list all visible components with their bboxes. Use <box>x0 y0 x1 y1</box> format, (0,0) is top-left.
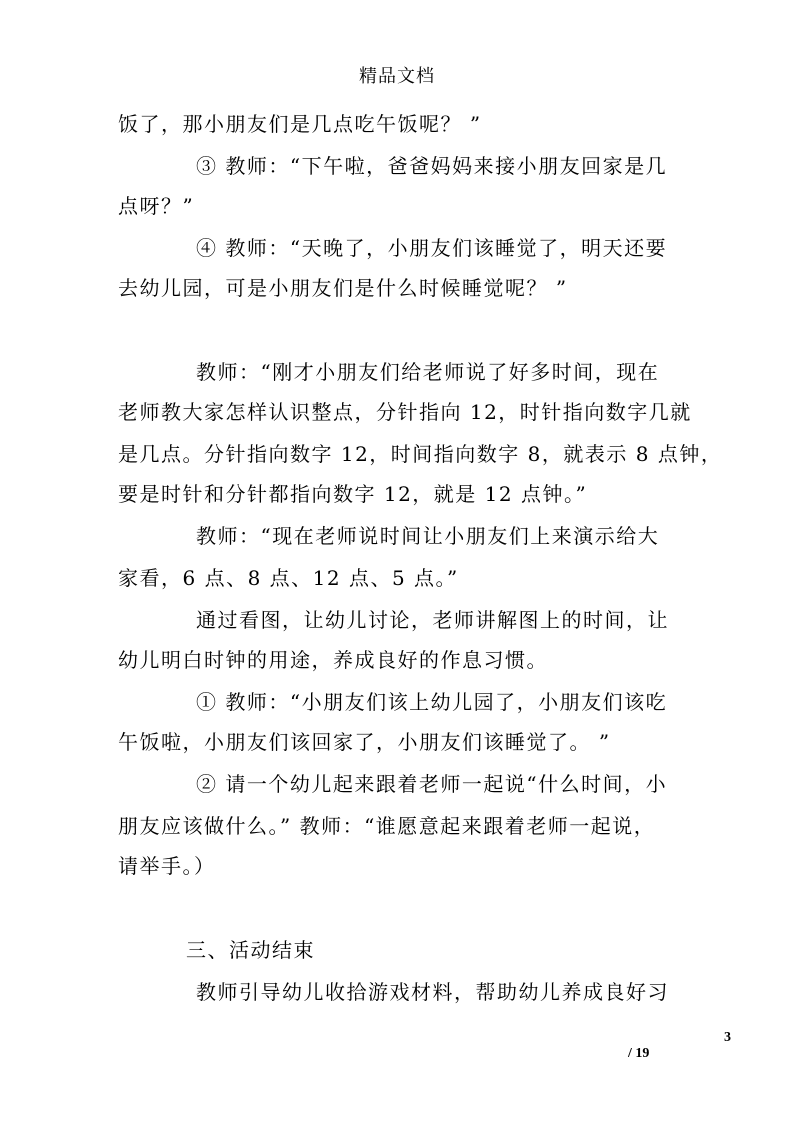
page-total: / 19 <box>628 1046 650 1061</box>
paragraph-line: 教师：“刚才小朋友们给老师说了好多时间，现在 <box>196 360 660 384</box>
paragraph-line: 朋友应该做什么。” 教师：“谁愿意起来跟着老师一起说， <box>118 814 656 838</box>
paragraph-line: 饭了，那小朋友们是几点吃午饭呢？ ” <box>118 112 482 136</box>
paragraph-line: 教师引导幼儿收拾游戏材料，帮助幼儿养成良好习 <box>196 980 669 1004</box>
section-heading: 三、活动结束 <box>186 938 315 962</box>
page-header-title: 精品文档 <box>359 66 435 87</box>
paragraph-line: ③ 教师：“下午啦，爸爸妈妈来接小朋友回家是几 <box>196 154 668 178</box>
paragraph-line: 要是时针和分针都指向数字 12，就是 12 点钟。” <box>118 482 588 506</box>
paragraph-line: ① 教师：“小朋友们该上幼儿园了，小朋友们该吃 <box>196 690 668 714</box>
paragraph-line: 幼儿明白时钟的用途，养成良好的作息习惯。 <box>118 648 548 672</box>
paragraph-line: 点呀？” <box>118 194 195 218</box>
paragraph-line: 家看，6 点、8 点、12 点、5 点。” <box>118 566 459 590</box>
paragraph-line: 是几点。分针指向数字 12，时间指向数字 8，就表示 8 点钟， <box>118 442 723 466</box>
paragraph-line: 去幼儿园，可是小朋友们是什么时候睡觉呢？ ” <box>118 276 568 300</box>
paragraph-line: ④ 教师：“天晚了，小朋友们该睡觉了，明天还要 <box>196 236 668 260</box>
paragraph-line: 通过看图，让幼儿讨论，老师讲解图上的时间，让 <box>196 608 669 632</box>
paragraph-line: 午饭啦，小朋友们该回家了，小朋友们该睡觉了。 ” <box>118 730 611 754</box>
page-number: 3 <box>724 1030 731 1045</box>
paragraph-line: 教师：“现在老师说时间让小朋友们上来演示给大 <box>196 524 660 548</box>
paragraph-line: 老师教大家怎样认识整点，分针指向 12，时针指向数字几就 <box>118 400 692 424</box>
paragraph-line: ② 请一个幼儿起来跟着老师一起说“什么时间，小 <box>196 772 668 796</box>
paragraph-line: 请举手。） <box>118 854 216 878</box>
